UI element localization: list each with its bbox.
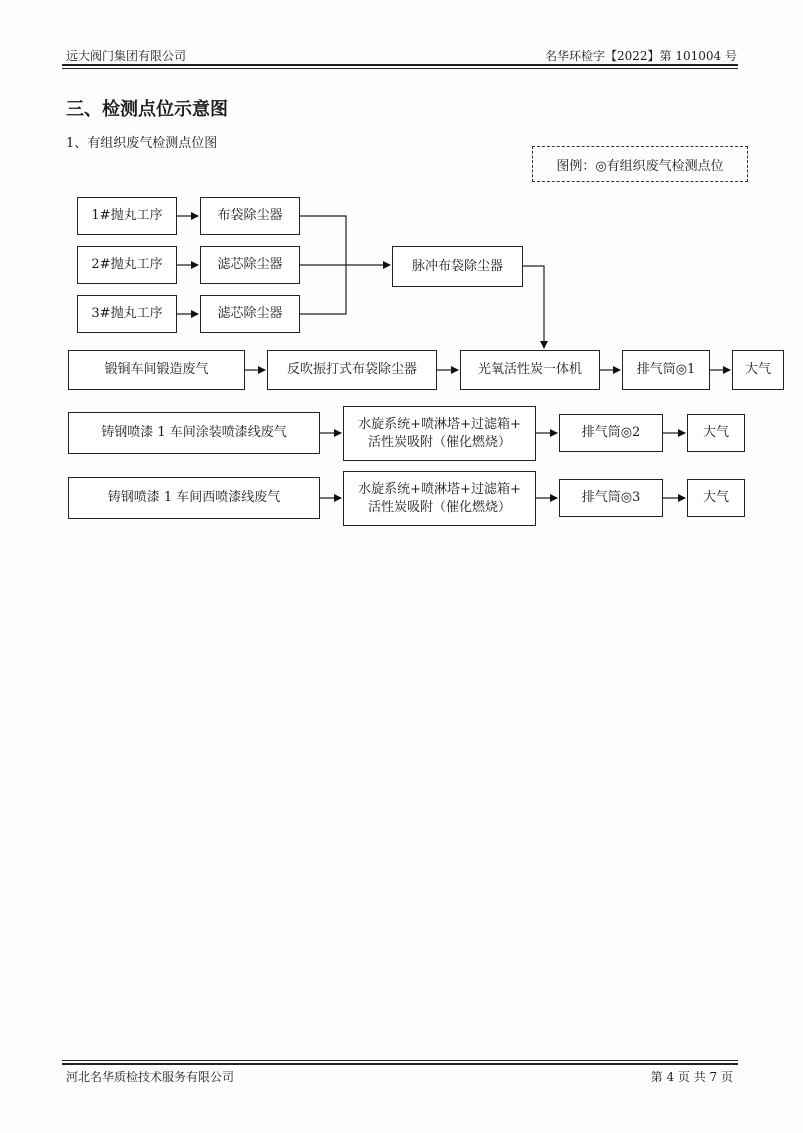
treatment-2-box [343,471,536,526]
reverse-collector-box [267,350,437,390]
paint-line-2-label: 铸钢喷漆 1 车间西喷漆线废气 [107,490,281,506]
treatment-1-line-2: 活性炭吸附（催化燃烧） [367,434,511,450]
treatment-2-line-2: 活性炭吸附（催化燃烧） [367,499,511,515]
dust-collector-box-2 [200,246,300,284]
process-box-3 [77,295,177,333]
forging-source-label: 锻铜车间锻造废气 [104,362,209,378]
atmosphere-2-box [687,414,745,452]
process-label-3: 3#抛丸工序 [91,306,163,322]
atmosphere-1-label: 大气 [744,362,771,378]
paint-line-1-label: 铸钢喷漆 1 车间涂装喷漆线废气 [101,425,287,441]
process-box-2 [77,246,177,284]
subsection-title: 1、有组织废气检测点位图 [66,136,218,151]
arrow-pulse-photo [523,266,544,348]
process-box-1 [77,197,177,235]
stack-3-box [559,479,663,517]
treatment-2-line-1: 水旋系统+喷淋塔+过滤箱+ [358,481,521,497]
paint-line-1-box [68,412,320,454]
dust-collector-label-1: 布袋除尘器 [217,208,283,224]
atmosphere-1-box [732,350,784,390]
dust-collector-label-3: 滤芯除尘器 [217,306,283,322]
stack-2-box [559,414,663,452]
atmosphere-2-label: 大气 [702,425,729,441]
treatment-1-line-1: 水旋系统+喷淋塔+过滤箱+ [358,416,521,432]
legend-text: 图例：◎有组织废气检测点位 [556,158,724,174]
treatment-1-box [343,406,536,461]
reverse-collector-label: 反吹振打式布袋除尘器 [286,362,417,378]
photo-oxygen-box [460,350,600,390]
footer-company: 河北名华质检技术服务有限公司 [66,1070,235,1084]
pulse-collector-box [392,246,523,287]
paint-line-2-box [68,477,320,519]
footer-rule [62,1063,738,1065]
header-report-number: 名华环检字【2022】第 101004 号 [545,49,737,63]
process-label-2: 2#抛丸工序 [91,257,163,273]
dust-collector-box-3 [200,295,300,333]
stack-1-label: 排气筒◎1 [636,362,696,378]
atmosphere-3-label: 大气 [702,490,729,506]
pulse-collector-label: 脉冲布袋除尘器 [411,258,503,274]
footer-rule-thin [62,1060,738,1061]
stack-3-label: 排气筒◎3 [581,490,641,506]
footer-page-number: 第 4 页 共 7 页 [650,1070,733,1084]
stack-2-label: 排气筒◎2 [581,425,641,441]
dust-collector-label-2: 滤芯除尘器 [217,257,283,273]
atmosphere-3-box [687,479,745,517]
forging-source-box [68,350,245,390]
stack-1-box [622,350,710,390]
process-label-1: 1#抛丸工序 [91,208,163,224]
photo-oxygen-label: 光氧活性炭一体机 [477,362,582,378]
header-company: 远大阀门集团有限公司 [66,49,187,63]
section-title: 三、检测点位示意图 [66,99,228,120]
dust-collector-box-1 [200,197,300,235]
